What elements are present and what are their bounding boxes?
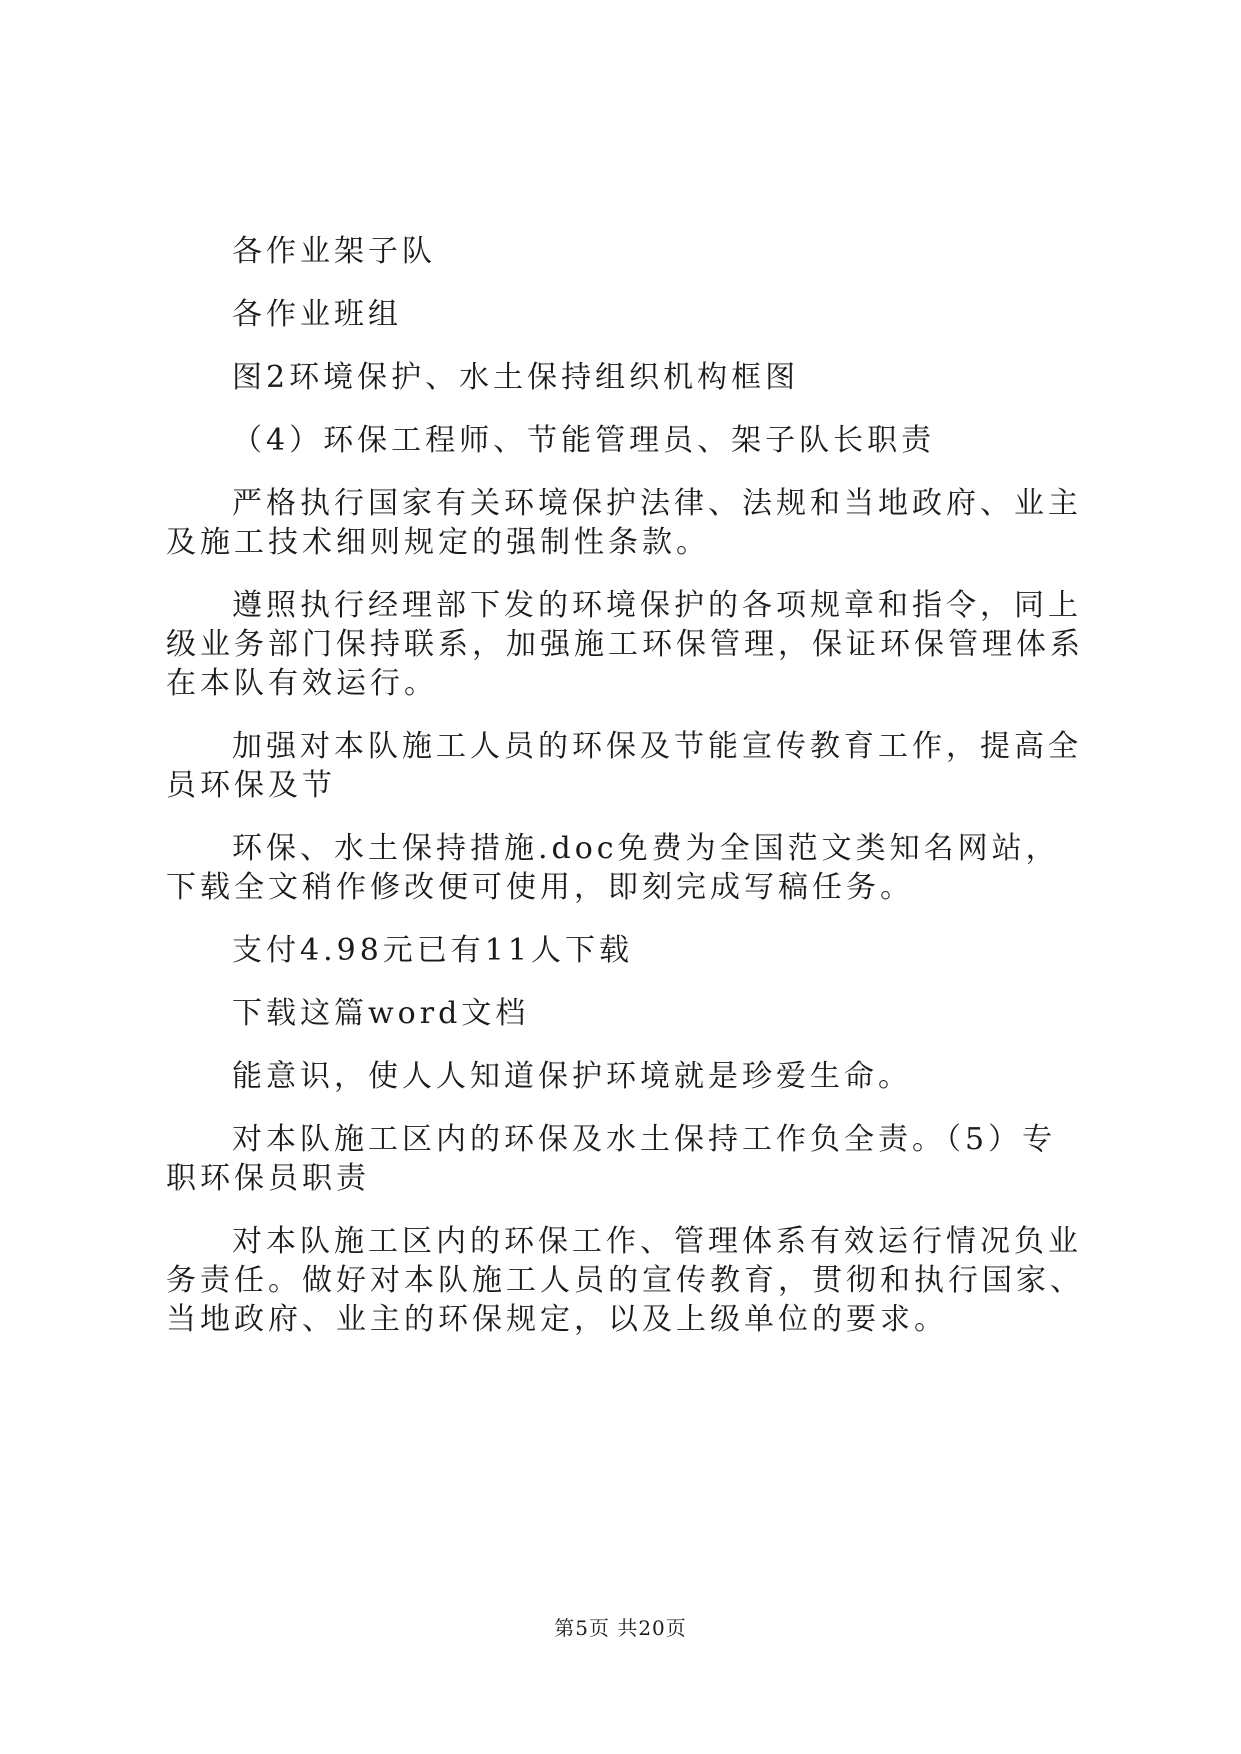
- page-number: 第5页 共20页: [554, 1616, 687, 1640]
- paragraph-figure-caption: 图2环境保护、水土保持组织机构框图: [232, 360, 800, 395]
- document-body: [166, 232, 1086, 1363]
- paragraph-work-group: 各作业班组: [232, 297, 402, 332]
- paragraph-full-responsibility: 对本队施工区内的环保及水土保持工作负全责。（5）专职环保员职责: [166, 1122, 1057, 1196]
- paragraph-strengthen-education: 加强对本队施工人员的环保及节能宣传教育工作，提高全员环保及节: [166, 729, 1082, 803]
- paragraph-section-heading-4: （4）环保工程师、节能管理员、架子队长职责: [232, 423, 936, 458]
- paragraph-payment-info: 支付4.98元已有11人下载: [232, 933, 633, 968]
- paragraph-work-team: 各作业架子队: [232, 234, 436, 269]
- paragraph-download-word: 下载这篇word文档: [232, 996, 530, 1031]
- paragraph-strict-execution: 严格执行国家有关环境保护法律、法规和当地政府、业主及施工技术细则规定的强制性条款。: [166, 486, 1082, 560]
- paragraph-comply-directives: 遵照执行经理部下发的环境保护的各项规章和指令，同上级业务部门保持联系，加强施工环保管理，保证环保管理体系在本队有效运行。: [166, 588, 1084, 701]
- paragraph-energy-awareness: 能意识，使人人知道保护环境就是珍爱生命。: [232, 1059, 912, 1094]
- paragraph-download-promo: 环保、水土保持措施.doc免费为全国范文类知名网站，下载全文稍作修改便可使用，即刻完成写稿任务。: [166, 831, 1060, 905]
- paragraph-environmental-officer: 对本队施工区内的环保工作、管理体系有效运行情况负业务责任。做好对本队施工人员的宣传教育，贯彻和执行国家、当地政府、业主的环保规定，以及上级单位的要求。: [166, 1224, 1084, 1337]
